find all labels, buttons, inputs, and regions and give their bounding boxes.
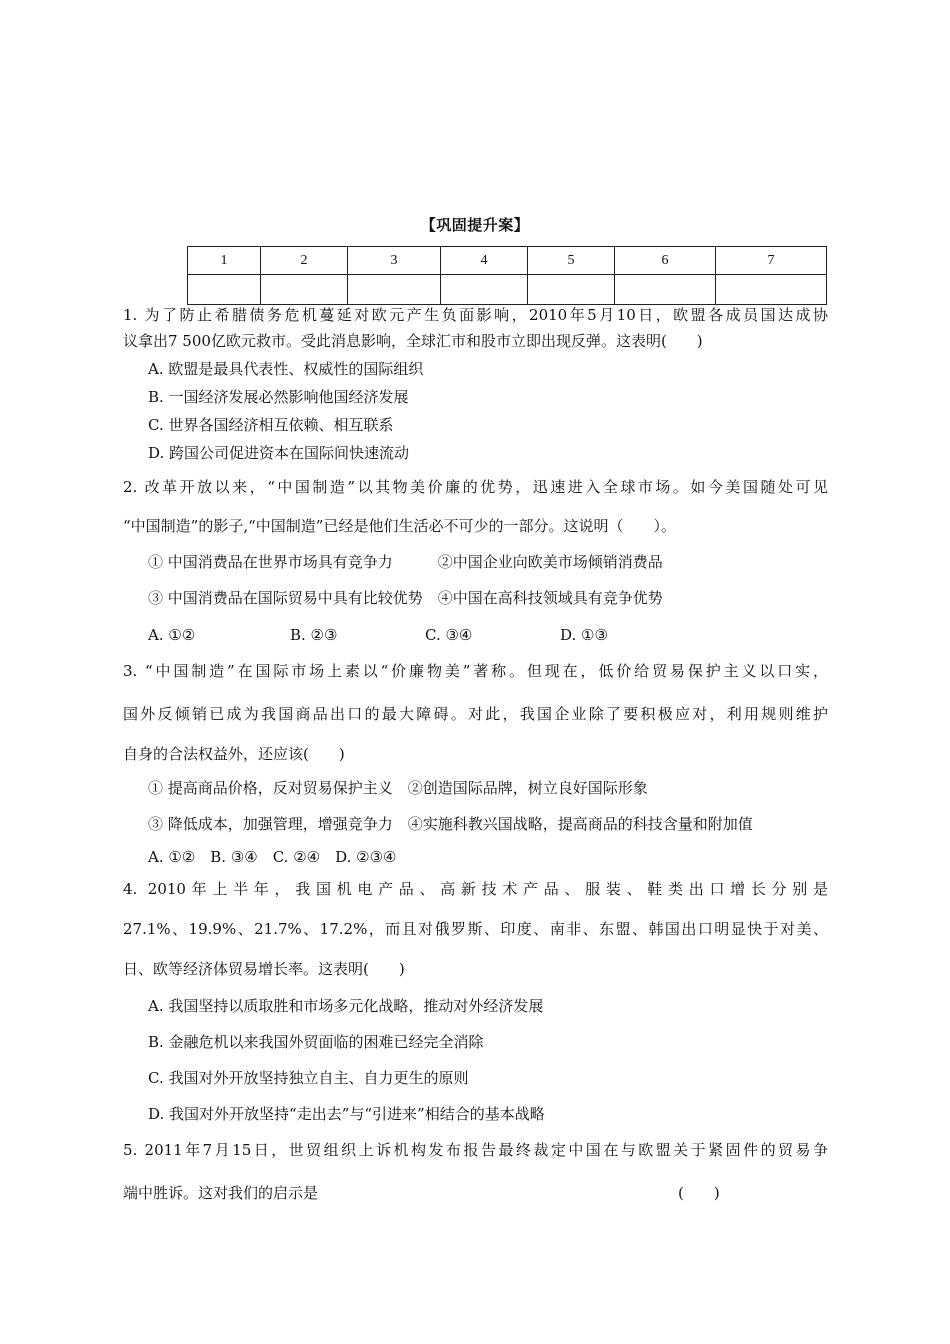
- q2-choice-d: D. ①③: [560, 626, 608, 644]
- q2-choice-a: A. ①②: [148, 626, 196, 644]
- answer-grid-header-cell: 2: [261, 247, 348, 275]
- q1-stem-line-1: 1. 为了防止希腊债务危机蔓延对欧元产生负面影响，2010年5月10日，欧盟各成员国达成协: [123, 306, 828, 324]
- q5-stem-line-1: 5. 2011年7月15日，世贸组织上诉机构发布报告最终裁定中国在与欧盟关于紧固件的贸易争: [123, 1141, 828, 1159]
- q4-option-c: C. 我国对外开放坚持独立自主、自力更生的原则: [148, 1069, 469, 1087]
- q2-stem-line-1: 2. 改革开放以来，“中国制造”以其物美价廉的优势，迅速进入全球市场。如今美国随处可见: [123, 478, 828, 496]
- answer-cell-2[interactable]: [261, 275, 348, 305]
- q3-statement-1: ① 提高商品价格，反对贸易保护主义 ②创造国际品牌，树立良好国际形象: [148, 779, 648, 797]
- page-title: 【巩固提升案】: [420, 216, 530, 234]
- q2-statement-1: ① 中国消费品在世界市场具有竞争力 ②中国企业向欧美市场倾销消费品: [148, 553, 663, 571]
- q2-choice-b: B. ②③: [290, 626, 338, 644]
- answer-cell-6[interactable]: [615, 275, 716, 305]
- answer-grid-header-cell: 4: [441, 247, 528, 275]
- answer-cell-5[interactable]: [528, 275, 615, 305]
- q1-option-c: C. 世界各国经济相互依赖、相互联系: [148, 416, 394, 434]
- answer-cell-7[interactable]: [716, 275, 827, 305]
- q2-choice-c: C. ③④: [425, 626, 473, 644]
- answer-cell-1[interactable]: [188, 275, 261, 305]
- q4-option-a: A. 我国坚持以质取胜和市场多元化战略，推动对外经济发展: [148, 997, 544, 1015]
- q3-choices: A. ①② B. ③④ C. ②④ D. ②③④: [148, 848, 397, 866]
- q2-stem-line-2: “中国制造”的影子,“中国制造”已经是他们生活必不可少的一部分。这说明（ ）。: [123, 517, 676, 535]
- q1-option-a: A. 欧盟是最具代表性、权威性的国际组织: [148, 360, 424, 378]
- q5-answer-paren: ( ): [678, 1184, 720, 1202]
- answer-grid-header-cell: 1: [188, 247, 261, 275]
- answer-grid-header-cell: 3: [348, 247, 441, 275]
- q3-statement-2: ③ 降低成本，加强管理，增强竞争力 ④实施科教兴国战略，提高商品的科技含量和附加值: [148, 815, 753, 833]
- q3-stem-line-1: 3. “中国制造”在国际市场上素以“价廉物美”著称。但现在，低价给贸易保护主义以口实，: [123, 662, 828, 680]
- answer-cell-3[interactable]: [348, 275, 441, 305]
- q4-option-d: D. 我国对外开放坚持“走出去”与“引进来”相结合的基本战略: [148, 1105, 545, 1123]
- q1-stem-line-2: 议拿出7 500亿欧元救市。受此消息影响，全球汇市和股市立即出现反弹。这表明( ): [123, 332, 703, 350]
- answer-grid-header-row: [188, 247, 827, 275]
- q1-option-b: B. 一国经济发展必然影响他国经济发展: [148, 388, 409, 406]
- q4-stem-line-3: 日、欧等经济体贸易增长率。这表明( ): [123, 960, 405, 978]
- answer-grid-header-cell: 6: [615, 247, 716, 275]
- q5-stem-line-2: 端中胜诉。这对我们的启示是: [123, 1184, 319, 1202]
- answer-cell-4[interactable]: [441, 275, 528, 305]
- q4-stem-line-2: 27.1%、19.9%、21.7%、17.2%，而且对俄罗斯、印度、南非、东盟、韩国出口明显快于对美、: [123, 920, 828, 938]
- q3-stem-line-3: 自身的合法权益外，还应该( ): [123, 745, 345, 763]
- answer-grid-header-cell: 7: [716, 247, 827, 275]
- q3-stem-line-2: 国外反倾销已成为我国商品出口的最大障碍。对此，我国企业除了要积极应对，利用规则维护: [123, 705, 828, 723]
- q2-statement-2: ③ 中国消费品在国际贸易中具有比较优势 ④中国在高科技领域具有竞争优势: [148, 589, 663, 607]
- q4-stem-line-1: 4. 2010年上半年，我国机电产品、高新技术产品、服装、鞋类出口增长分别是: [123, 880, 828, 898]
- q1-option-d: D. 跨国公司促进资本在国际间快速流动: [148, 444, 410, 462]
- q4-option-b: B. 金融危机以来我国外贸面临的困难已经完全消除: [148, 1033, 484, 1051]
- answer-grid: [187, 246, 827, 305]
- answer-grid-blank-row: [188, 275, 827, 305]
- answer-grid-header-cell: 5: [528, 247, 615, 275]
